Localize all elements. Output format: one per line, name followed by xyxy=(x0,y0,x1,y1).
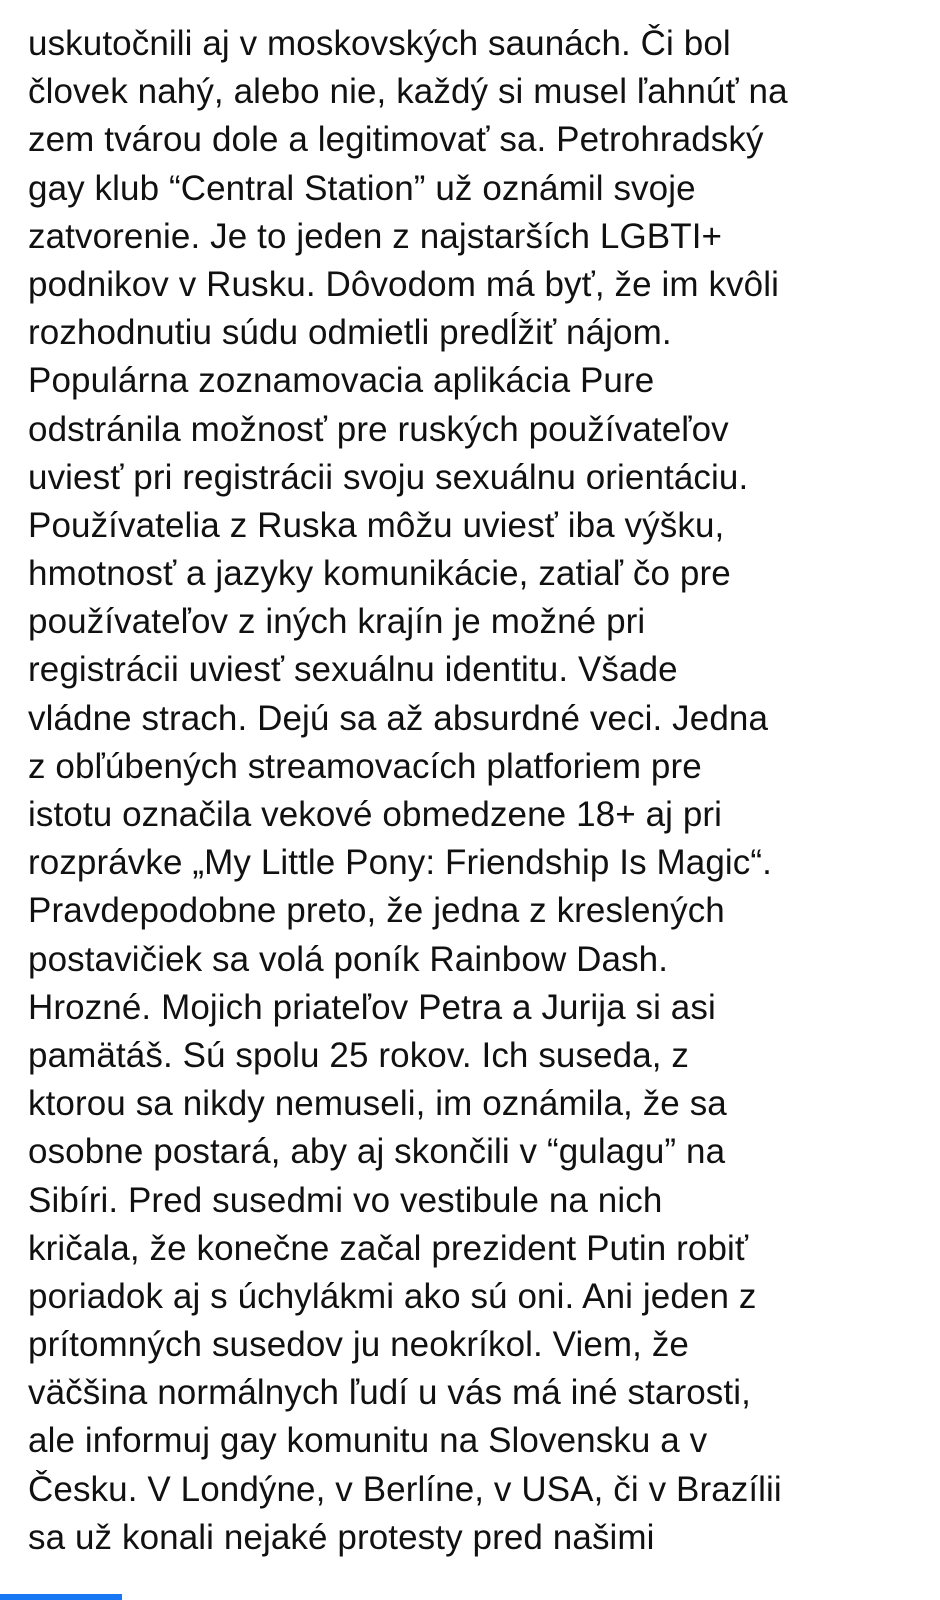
post-text-line: ale informuj gay komunitu na Slovensku a v xyxy=(28,1421,708,1461)
post-text-line: Populárna zoznamovacia aplikácia Pure xyxy=(28,361,655,401)
reading-progress-bar xyxy=(0,1594,940,1600)
post-text-line: pamätáš. Sú spolu 25 rokov. Ich suseda, z xyxy=(28,1035,690,1075)
post-text-line: používateľov z iných krajín je možné pri xyxy=(28,602,646,642)
post-text-line: podnikov v Rusku. Dôvodom má byť, že im kvôli xyxy=(28,264,779,304)
post-text-line: poriadok aj s úchylákmi ako sú oni. Ani jeden z xyxy=(28,1276,757,1316)
post-text-line: vládne strach. Dejú sa až absurdné veci. Jedna xyxy=(28,698,769,738)
post-text-line: uskutočnili aj v moskovských saunách. Či bol xyxy=(28,24,731,63)
post-text-line: človek nahý, alebo nie, každý si musel ľahnúť na xyxy=(28,72,788,112)
post-text-line: Používatelia z Ruska môžu uviesť iba výšku, xyxy=(28,505,725,545)
post-text-line: väčšina normálnych ľudí u vás má iné starosti, xyxy=(28,1373,751,1413)
post-text-line: registrácii uviesť sexuálnu identitu. Všade xyxy=(28,650,678,690)
post-text-line: ktorou sa nikdy nemuseli, im oznámila, že sa xyxy=(28,1084,727,1124)
post-text-line: Česku. V Londýne, v Berlíne, v USA, či v Brazílii xyxy=(28,1469,782,1509)
post-text-line: uviesť pri registrácii svoju sexuálnu orientáciu. xyxy=(28,457,749,497)
post-text-line: osobne postará, aby aj skončili v “gulagu” na xyxy=(28,1132,726,1172)
post-text-line: zem tvárou dole a legitimovať sa. Petrohradský xyxy=(28,120,764,160)
post-text-line: odstránila možnosť pre ruských používateľov xyxy=(28,409,729,449)
post-text xyxy=(28,20,933,1562)
post-text-line: rozhodnutiu súdu odmietli predĺžiť nájom. xyxy=(28,313,672,353)
post-text-line: hmotnosť a jazyky komunikácie, zatiaľ čo pre xyxy=(28,554,731,594)
post-text-line: Sibíri. Pred susedmi vo vestibule na nich xyxy=(28,1180,663,1220)
post-text-line: Hrozné. Mojich priateľov Petra a Jurija si asi xyxy=(28,987,716,1027)
post-text-line: istotu označila vekové obmedzene 18+ aj pri xyxy=(28,795,723,834)
post-text-line: zatvorenie. Je to jeden z najstarších LGBTI+ xyxy=(28,216,723,256)
post-text-line: rozprávke „My Little Pony: Friendship Is Magic“. xyxy=(28,843,772,883)
post-text-line: postavičiek sa volá poník Rainbow Dash. xyxy=(28,939,669,979)
post-text-line: kričala, že konečne začal prezident Putin robiť xyxy=(28,1228,749,1268)
post-text-line: Pravdepodobne preto, že jedna z kreslených xyxy=(28,891,725,931)
post-text-line: sa už konali nejaké protesty pred našimi xyxy=(28,1517,655,1557)
reading-progress-fill xyxy=(0,1594,122,1600)
post-text-line: gay klub “Central Station” už oznámil svoje xyxy=(28,168,696,208)
post-text-line: z obľúbených streamovacích platforiem pre xyxy=(28,746,702,786)
post-text-line: prítomných susedov ju neokríkol. Viem, že xyxy=(28,1325,689,1365)
